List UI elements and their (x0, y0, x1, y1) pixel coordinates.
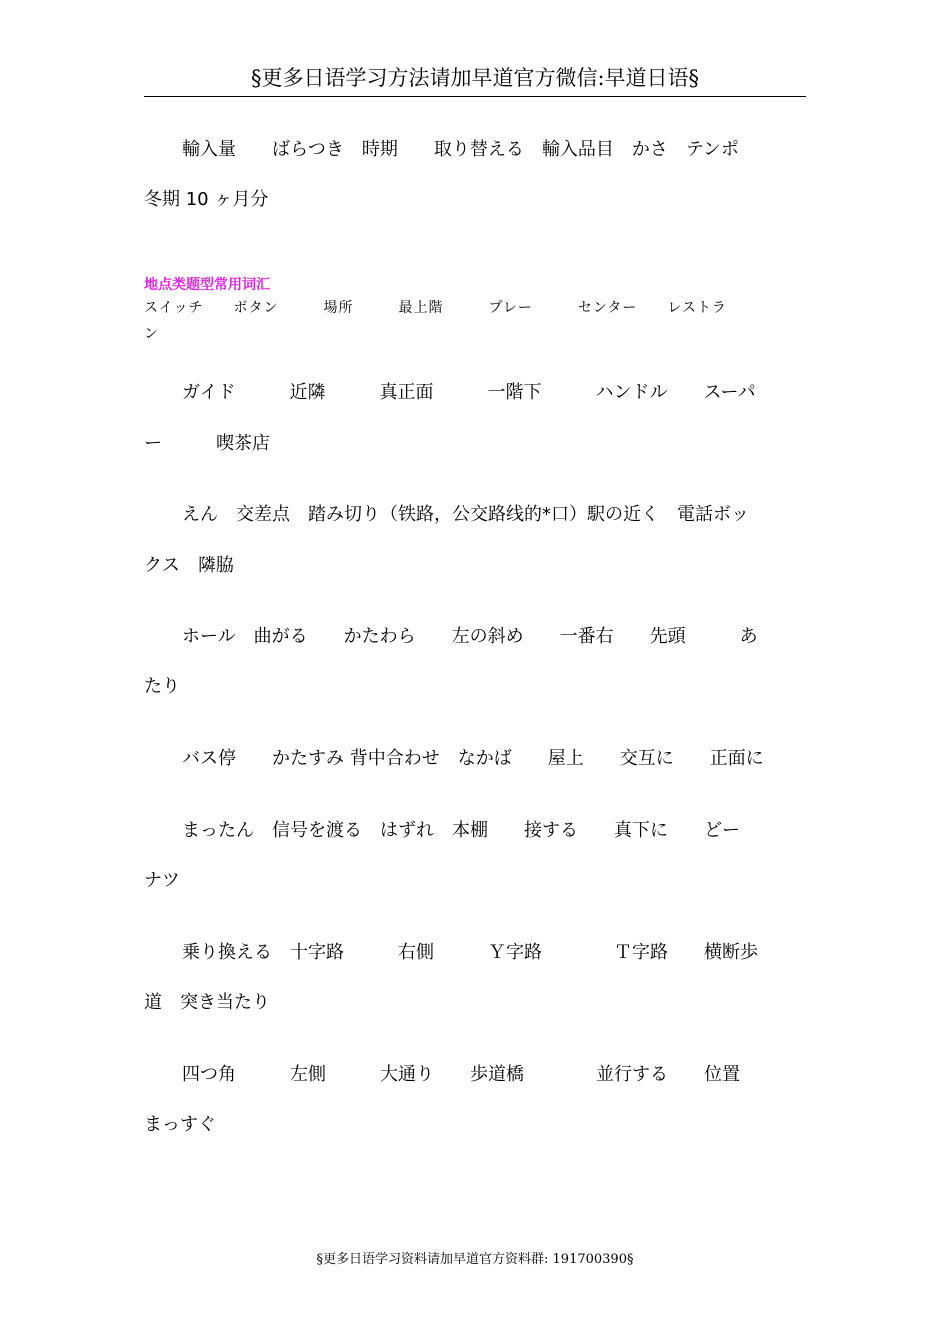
page-footer: §更多日语学习资料请加早道官方资料群: 191700390§ (316, 1252, 634, 1267)
vocab-line: 輸入量 ばらつき 時期 取り替える 輸入品目 かさ テンポ (182, 139, 739, 160)
vocab-line: ナツ (144, 870, 180, 891)
vocab-line-small: スイッチ ボタン 場所 最上階 プレー センター レストラ (144, 300, 727, 316)
page-header: §更多日语学习方法请加早道官方微信:早道日语§ (250, 66, 700, 90)
vocab-line-small: ン (144, 326, 159, 342)
vocab-line: 道 突き当たり (144, 992, 270, 1013)
vocab-line: 四つ角 左側 大通り 歩道橋 並行する 位置 (182, 1064, 740, 1085)
vocab-line: えん 交差点 踏み切り（铁路，公交路线的*口）駅の近く 電話ボッ (182, 504, 749, 525)
vocab-line: 乗り換える 十字路 右側 Ｙ字路 Ｔ字路 横断歩 (182, 942, 758, 963)
vocab-line: ー 喫茶店 (144, 433, 270, 454)
header-divider (144, 96, 806, 97)
vocab-line: たり (144, 676, 180, 697)
vocab-line: バス停 かたすみ 背中合わせ なかば 屋上 交互に 正面に (182, 748, 764, 769)
vocab-line: まっすぐ (144, 1114, 216, 1135)
vocab-line: まったん 信号を渡る はずれ 本棚 接する 真下に どー (182, 820, 740, 841)
vocab-line: ホール 曲がる かたわら 左の斜め 一番右 先頭 あ (182, 626, 758, 647)
section-heading: 地点类题型常用词汇 (144, 277, 270, 293)
vocab-line: 冬期 10 ヶ月分 (144, 189, 269, 210)
vocab-line: クス 隣脇 (144, 555, 234, 576)
vocab-line: ガイド 近隣 真正面 一階下 ハンドル スーパ (182, 382, 756, 403)
